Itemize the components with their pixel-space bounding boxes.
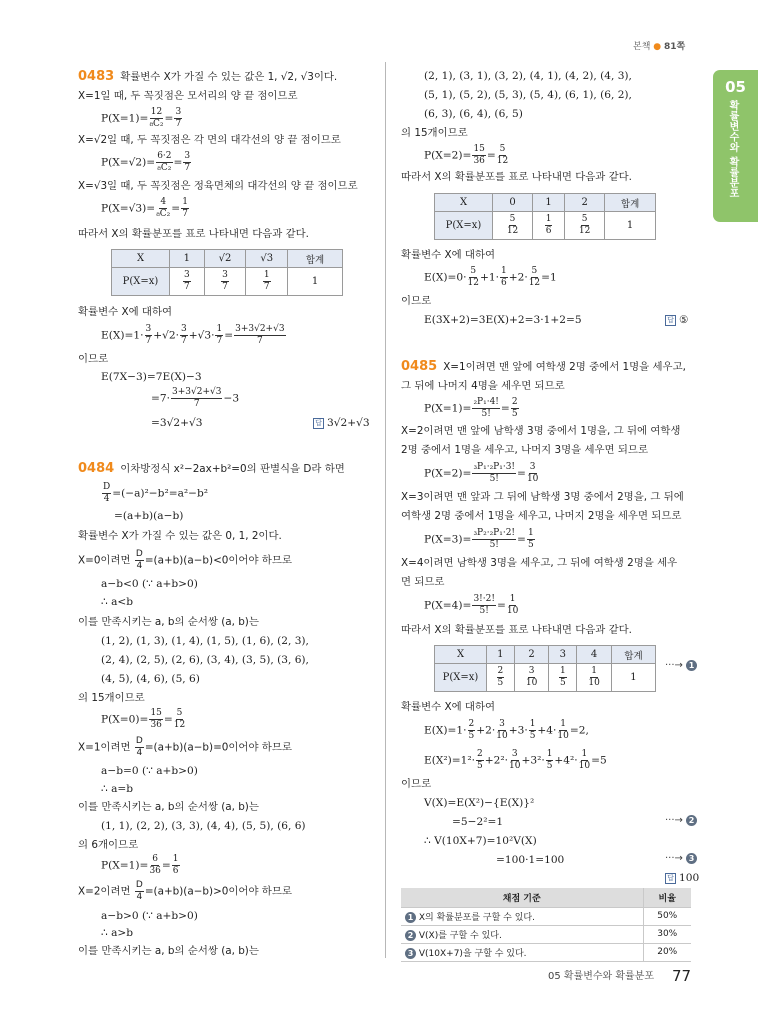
text-line: 확률변수 X가 가질 수 있는 값은 0, 1, 2이다. — [78, 530, 282, 542]
problem-0483-intro: 0483 확률변수 X가 가질 수 있는 값은 1, √2, √3이다. — [78, 69, 338, 84]
table-row-label: P(X=x) — [435, 212, 493, 240]
text-line: X=3이려면 맨 앞과 그 뒤에 남학생 3명 중에서 2명을, 그 뒤에 — [401, 491, 684, 503]
equation: ∴ a>b — [101, 927, 134, 939]
text-line: X=1이려면 $\frac{D}{4}$ =(a+b)(a−b)=0이어야 하므로 — [78, 736, 292, 758]
table-header: 3 — [549, 646, 577, 664]
table-header: 1 — [487, 646, 515, 664]
chapter-number: 05 — [725, 78, 746, 96]
text-line: 의 15개이므로 — [401, 127, 468, 139]
table-cell: $\frac{3}{10}$ — [514, 664, 549, 692]
equation: P(X=0)= $\frac{15}{36}$ = $\frac{5}{12}$ — [101, 708, 186, 730]
text-line: 여학생 2명 중에서 1명을 세우고, 나머지 2명을 세우면 되므로 — [401, 510, 682, 522]
criteria-ratio: 20% — [643, 943, 691, 961]
text-line: X=1일 때, 두 꼭짓점은 모서리의 양 끝 점이므로 — [78, 90, 298, 102]
table-cell: 1 — [288, 268, 343, 296]
text-line: 의 6개이므로 — [78, 839, 139, 851]
equation: P(X=4)= $\frac{3!\cdot 2!}{5!}$ = $\frac{1}{10}$ — [424, 594, 519, 616]
table-cell: $\frac{2}{5}$ — [487, 664, 515, 692]
answer-icon: 답 — [313, 418, 324, 429]
table-header: 2 — [514, 646, 549, 664]
problem-number: 0485 — [401, 359, 438, 374]
equation: =100·1=100 — [496, 854, 565, 866]
answer: 답 100 — [665, 871, 699, 885]
text-line: X=0이려면 $\frac{D}{4}$ =(a+b)(a−b)<0이어야 하므로 — [78, 549, 292, 571]
text-line: (5, 1), (5, 2), (5, 3), (5, 4), (6, 1), (6, 2), — [424, 89, 632, 101]
text-line: (2, 4), (2, 5), (2, 6), (3, 4), (3, 5), (3, 6), — [101, 654, 309, 666]
table-header: 4 — [577, 646, 612, 664]
text-line: 이므로 — [78, 353, 109, 365]
text-line: 2명 중에서 1명을 세우고, 나머지 3명을 세우면 되므로 — [401, 444, 649, 456]
equation: P(X=3)= $\frac{\text{₃P₂·₂P₁·2!}}{5!}$ = $\frac{1}{5}$ — [424, 528, 534, 550]
equation: E(3X+2)=3E(X)+2=3·1+2=5 — [424, 314, 582, 326]
equation: P(X=2)= $\frac{15}{36}$ = $\frac{5}{12}$ — [424, 144, 509, 166]
table-header: X — [112, 250, 170, 268]
criteria-row: 3 V(10X+7)을 구할 수 있다. — [401, 943, 643, 961]
text-line: 따라서 X의 확률분포를 표로 나타내면 다음과 같다. — [401, 171, 632, 183]
equation: =7· $\frac{3+3√2+√3}{7}$ −3 — [151, 387, 240, 409]
equation: $\frac{D}{4}$ =(−a)²−b²=a²−b² — [103, 482, 209, 504]
page-number: 77 — [672, 967, 692, 985]
table-header: 합계 — [605, 194, 656, 212]
text-line: 이므로 — [401, 778, 432, 790]
text-line: 의 15개이므로 — [78, 692, 145, 704]
equation: ∴ a=b — [101, 783, 134, 795]
equation: E(X)=1· $\frac{2}{5}$ +2· $\frac{3}{10}$ +3· $\frac{1}{5}$ +4· $\frac{1}{10}$ =2, — [424, 719, 589, 741]
text-line: 면 되므로 — [401, 576, 445, 588]
table-cell: $\frac{1}{7}$ — [246, 268, 288, 296]
table-header: X — [435, 194, 493, 212]
text-line: 이를 만족시키는 a, b의 순서쌍 (a, b)는 — [78, 616, 259, 628]
footer-chapter: 05 확률변수와 확률분포 — [548, 971, 655, 982]
equation: =3√2+√3 — [151, 417, 203, 429]
text-line: X=4이려면 남학생 3명을 세우고, 그 뒤에 여학생 2명을 세우 — [401, 557, 678, 569]
distribution-table — [434, 645, 656, 692]
answer-icon: 답 — [665, 873, 676, 884]
equation: a−b<0 (∵ a+b>0) — [101, 578, 198, 590]
text-line: 따라서 X의 확률분포를 표로 나타내면 다음과 같다. — [401, 624, 632, 636]
column-divider — [385, 62, 386, 958]
answer: 답 ⑤ — [665, 313, 689, 327]
page-ref: 본책 ● 81쪽 — [633, 42, 686, 52]
text-line: 이를 만족시키는 a, b의 순서쌍 (a, b)는 — [78, 801, 259, 813]
table-header: X — [435, 646, 487, 664]
table-cell: $\frac{1}{5}$ — [549, 664, 577, 692]
problem-0485-intro: 0485 X=1이려면 맨 앞에 여학생 2명 중에서 1명을 세우고, — [401, 359, 686, 374]
step-marker: ···→ 1 — [665, 660, 697, 671]
text-line: (1, 1), (2, 2), (3, 3), (4, 4), (5, 5), (6, 6) — [101, 820, 306, 832]
table-cell: 1 — [611, 664, 655, 692]
equation: P(X=2)= $\frac{\text{₃P₁·₂P₁·3!}}{5!}$ = $\frac{3}{10}$ — [424, 462, 539, 484]
text-line: 따라서 X의 확률분포를 표로 나타내면 다음과 같다. — [78, 228, 309, 240]
table-header: √2 — [204, 250, 246, 268]
table-cell: $\frac{5}{12}$ — [493, 212, 533, 240]
chapter-side-tab[interactable] — [713, 70, 758, 222]
equation: P(X=1)= $\frac{6}{36}$ = $\frac{1}{6}$ — [101, 854, 179, 876]
criteria-row: 1 X의 확률분포를 구할 수 있다. — [401, 907, 643, 925]
equation: V(X)=E(X²)−{E(X)}² — [424, 797, 535, 809]
criteria-ratio: 30% — [643, 925, 691, 943]
text-line: 그 뒤에 나머지 4명을 세우면 되므로 — [401, 380, 565, 392]
text-line: (4, 5), (4, 6), (5, 6) — [101, 673, 200, 685]
text-line: X=2이려면 $\frac{D}{4}$ =(a+b)(a−b)>0이어야 하므로 — [78, 880, 292, 902]
equation: ∴ V(10X+7)=10²V(X) — [424, 835, 537, 847]
equation: P(X=√3)= $\frac{4}{\text{₈C₂}}$ = $\frac{1}{7}$ — [101, 197, 188, 219]
text-line: 확률변수 X에 대하여 — [401, 701, 496, 713]
text-line: 확률변수 X에 대하여 — [401, 249, 496, 261]
grading-criteria-table — [401, 888, 691, 962]
chapter-title: 확률변수와 확률분포 — [727, 100, 738, 199]
table-cell: $\frac{3}{7}$ — [170, 268, 205, 296]
text-line: (1, 2), (1, 3), (1, 4), (1, 5), (1, 6), (2, 3), — [101, 635, 309, 647]
step-marker: ···→ 3 — [665, 853, 697, 864]
equation: E(X²)=1²· $\frac{2}{5}$ +2²· $\frac{3}{10}$ +3²· $\frac{1}{5}$ +4²· $\frac{1}{10}$ =5 — [424, 749, 607, 771]
text-line: X=√2일 때, 두 꼭짓점은 각 면의 대각선의 양 끝 점이므로 — [78, 134, 341, 146]
equation: E(X)=0· $\frac{5}{12}$ +1· $\frac{1}{6}$ +2· $\frac{5}{12}$ =1 — [424, 266, 557, 288]
equation: P(X=1)= $\frac{12}{\text{₈C₂}}$ = $\frac{3}{7}$ — [101, 107, 182, 129]
problem-0484-intro: 0484 이차방정식 x²−2ax+b²=0의 판별식을 D라 하면 — [78, 461, 345, 476]
text-line: (6, 3), (6, 4), (6, 5) — [424, 108, 523, 120]
distribution-table — [111, 249, 343, 296]
equation: =(a+b)(a−b) — [114, 510, 184, 522]
table-header: 0 — [493, 194, 533, 212]
table-cell: $\frac{1}{6}$ — [533, 212, 565, 240]
text-line: X=√3일 때, 두 꼭짓점은 정육면체의 대각선의 양 끝 점이므로 — [78, 180, 358, 192]
table-header: 1 — [533, 194, 565, 212]
equation: E(7X−3)=7E(X)−3 — [101, 371, 202, 383]
table-row-label: P(X=x) — [435, 664, 487, 692]
answer: 답 3√2+√3 — [313, 416, 370, 430]
equation: a−b=0 (∵ a+b>0) — [101, 765, 198, 777]
table-header: 합계 — [611, 646, 655, 664]
criteria-header: 채점 기준 — [401, 888, 643, 907]
table-cell: 1 — [605, 212, 656, 240]
equation: P(X=√2)= $\frac{6\cdot 2}{\text{₈C₂}}$ = $\frac{3}{7}$ — [101, 151, 191, 173]
text-line: 확률변수 X에 대하여 — [78, 306, 173, 318]
criteria-row: 2 V(X)를 구할 수 있다. — [401, 925, 643, 943]
table-header: 2 — [565, 194, 605, 212]
equation: a−b>0 (∵ a+b>0) — [101, 910, 198, 922]
table-header: √3 — [246, 250, 288, 268]
problem-number: 0483 — [78, 69, 115, 84]
table-header: 1 — [170, 250, 205, 268]
equation: P(X=1)= $\frac{\text{₂P₁·4!}}{5!}$ = $\frac{2}{5}$ — [424, 397, 518, 419]
table-cell: $\frac{5}{12}$ — [565, 212, 605, 240]
distribution-table — [434, 193, 656, 240]
equation: =5−2²=1 — [452, 816, 504, 828]
text-line: 이므로 — [401, 295, 432, 307]
text-line: X=2이려면 맨 앞에 남학생 3명 중에서 1명을, 그 뒤에 여학생 — [401, 425, 681, 437]
table-header: 합계 — [288, 250, 343, 268]
step-marker: ···→ 2 — [665, 815, 697, 826]
equation: E(X)=1· $\frac{3}{7}$ +√2· $\frac{3}{7}$ +√3· $\frac{1}{7}$ = $\frac{3+3√2+√3}{7}$ — [101, 324, 285, 346]
table-cell: $\frac{1}{10}$ — [577, 664, 612, 692]
table-row-label: P(X=x) — [112, 268, 170, 296]
equation: ∴ a<b — [101, 596, 134, 608]
text-line: 이를 만족시키는 a, b의 순서쌍 (a, b)는 — [78, 945, 259, 957]
criteria-ratio: 50% — [643, 907, 691, 925]
table-cell: $\frac{3}{7}$ — [204, 268, 246, 296]
ratio-header: 비율 — [643, 888, 691, 907]
problem-number: 0484 — [78, 461, 115, 476]
text-line: (2, 1), (3, 1), (3, 2), (4, 1), (4, 2), (4, 3), — [424, 70, 632, 82]
answer-icon: 답 — [665, 315, 676, 326]
